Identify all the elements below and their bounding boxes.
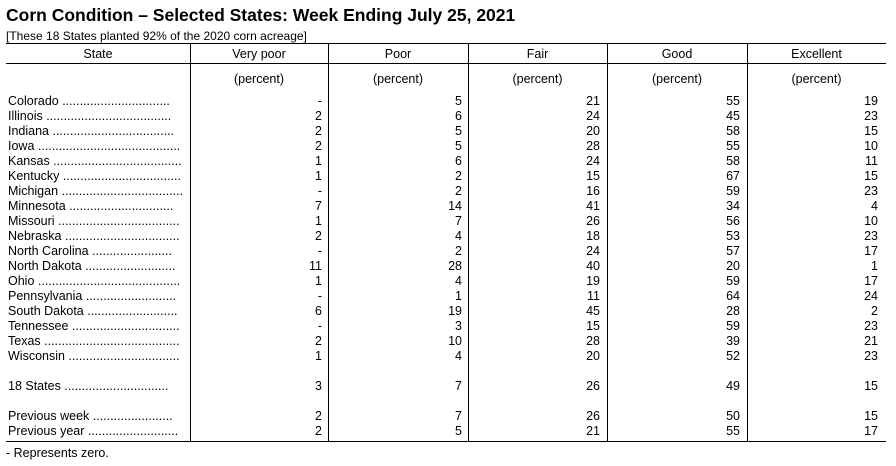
state-label: South Dakota .......................... — [8, 304, 178, 318]
cell-value: 26 — [586, 214, 600, 228]
table-row — [0, 274, 896, 289]
cell-value: - — [317, 94, 322, 108]
cell-value: 55 — [726, 424, 740, 438]
cell-value: 20 — [726, 259, 740, 273]
cell-value: 1 — [455, 289, 462, 303]
cell-value: 5 — [455, 139, 462, 153]
cell-value: 45 — [586, 304, 600, 318]
cell-value: 57 — [726, 244, 740, 258]
unit-poor: (percent) — [372, 72, 424, 86]
unit-excellent: (percent) — [791, 72, 842, 86]
cell-value: 7 — [455, 409, 462, 423]
cell-value: 55 — [726, 94, 740, 108]
cell-value: 2 — [871, 304, 878, 318]
cell-value: 18 — [586, 229, 600, 243]
bottom-rule — [6, 441, 886, 442]
cell-value: 52 — [726, 349, 740, 363]
state-label: Previous year .......................... — [8, 424, 179, 438]
state-label: Illinois .................................... — [8, 109, 172, 123]
cell-value: 3 — [315, 379, 322, 393]
state-label: Minnesota .............................. — [8, 199, 174, 213]
cell-value: 39 — [726, 334, 740, 348]
cell-value: 15 — [864, 124, 878, 138]
cell-value: 24 — [864, 289, 878, 303]
cell-value: 5 — [455, 94, 462, 108]
cell-value: 40 — [586, 259, 600, 273]
cell-value: 23 — [864, 229, 878, 243]
cell-value: 28 — [448, 259, 462, 273]
cell-value: 15 — [586, 319, 600, 333]
cell-value: 20 — [586, 124, 600, 138]
cell-value: 28 — [586, 334, 600, 348]
cell-value: 2 — [315, 409, 322, 423]
cell-value: 67 — [726, 169, 740, 183]
header-state: State — [83, 47, 113, 61]
cell-value: 34 — [726, 199, 740, 213]
state-label: Ohio ......................................... — [8, 274, 181, 288]
cell-value: 55 — [726, 139, 740, 153]
previous-year-row — [0, 424, 896, 439]
cell-value: 1 — [315, 349, 322, 363]
state-label: 18 States .............................. — [8, 379, 169, 393]
cell-value: 23 — [864, 349, 878, 363]
cell-value: 15 — [864, 409, 878, 423]
cell-value: 1 — [315, 154, 322, 168]
cell-value: 4 — [455, 349, 462, 363]
cell-value: 2 — [455, 169, 462, 183]
cell-value: 15 — [864, 169, 878, 183]
cell-value: 6 — [315, 304, 322, 318]
state-label: Missouri ................................... — [8, 214, 180, 228]
header-fair: Fair — [526, 47, 549, 61]
cell-value: 10 — [448, 334, 462, 348]
table-row — [0, 169, 896, 184]
header-very-poor: Very poor — [232, 47, 286, 61]
cell-value: 14 — [448, 199, 462, 213]
cell-value: 6 — [455, 154, 462, 168]
state-label: Michigan ................................... — [8, 184, 184, 198]
table-row — [0, 109, 896, 124]
cell-value: 7 — [315, 199, 322, 213]
cell-value: 21 — [586, 424, 600, 438]
table-row — [0, 184, 896, 199]
total-row — [0, 379, 896, 394]
cell-value: 19 — [864, 94, 878, 108]
cell-value: 11 — [865, 154, 878, 168]
cell-value: 7 — [455, 214, 462, 228]
cell-value: 21 — [864, 334, 878, 348]
top-rule — [6, 43, 886, 44]
cell-value: 26 — [586, 379, 600, 393]
state-label: Previous week ....................... — [8, 409, 173, 423]
unit-fair: (percent) — [512, 72, 563, 86]
table-row — [0, 289, 896, 304]
state-label: Colorado ............................... — [8, 94, 170, 108]
cell-value: - — [317, 244, 322, 258]
cell-value: 53 — [726, 229, 740, 243]
cell-value: 11 — [309, 259, 322, 273]
cell-value: 23 — [864, 109, 878, 123]
state-label: Nebraska ................................. — [8, 229, 180, 243]
cell-value: 2 — [315, 139, 322, 153]
cell-value: 59 — [726, 184, 740, 198]
cell-value: 17 — [864, 424, 878, 438]
table-row — [0, 259, 896, 274]
state-label: North Carolina ....................... — [8, 244, 172, 258]
table-row — [0, 349, 896, 364]
cell-value: 4 — [455, 274, 462, 288]
cell-value: 23 — [864, 319, 878, 333]
cell-value: 17 — [864, 244, 878, 258]
cell-value: 24 — [586, 154, 600, 168]
cell-value: 1 — [315, 214, 322, 228]
state-label: Tennessee ............................... — [8, 319, 180, 333]
cell-value: - — [317, 289, 322, 303]
cell-value: 19 — [586, 274, 600, 288]
cell-value: 1 — [315, 169, 322, 183]
cell-value: 19 — [448, 304, 462, 318]
cell-value: 20 — [586, 349, 600, 363]
cell-value: 21 — [586, 94, 600, 108]
state-label: Indiana ................................... — [8, 124, 175, 138]
cell-value: 10 — [864, 139, 878, 153]
state-label: Iowa ......................................... — [8, 139, 181, 153]
cell-value: 1 — [315, 274, 322, 288]
table-subtitle: [These 18 States planted 92% of the 2020 corn acreage] — [6, 29, 307, 43]
header-excellent: Excellent — [791, 47, 842, 61]
cell-value: 15 — [586, 169, 600, 183]
cell-value: 2 — [455, 244, 462, 258]
unit-good: (percent) — [651, 72, 703, 86]
cell-value: 7 — [455, 379, 462, 393]
table-row — [0, 124, 896, 139]
cell-value: 56 — [726, 214, 740, 228]
cell-value: 64 — [726, 289, 740, 303]
cell-value: 59 — [726, 274, 740, 288]
header-good: Good — [661, 47, 693, 61]
cell-value: 2 — [455, 184, 462, 198]
cell-value: 2 — [315, 424, 322, 438]
cell-value: 28 — [726, 304, 740, 318]
previous-week-row — [0, 409, 896, 424]
cell-value: 10 — [864, 214, 878, 228]
cell-value: 58 — [726, 124, 740, 138]
table-row — [0, 94, 896, 109]
cell-value: 5 — [455, 124, 462, 138]
cell-value: 3 — [455, 319, 462, 333]
state-label: Wisconsin ................................ — [8, 349, 180, 363]
cell-value: 41 — [586, 199, 600, 213]
cell-value: 2 — [315, 124, 322, 138]
table-row — [0, 199, 896, 214]
table-title: Corn Condition – Selected States: Week Ending July 25, 2021 — [6, 5, 516, 25]
cell-value: 26 — [586, 409, 600, 423]
cell-value: 2 — [315, 334, 322, 348]
cell-value: - — [317, 184, 322, 198]
cell-value: 49 — [726, 379, 740, 393]
unit-very-poor: (percent) — [233, 72, 285, 86]
table-row — [0, 334, 896, 349]
header-rule — [6, 63, 886, 64]
table-row — [0, 304, 896, 319]
cell-value: 58 — [726, 154, 740, 168]
state-label: North Dakota .......................... — [8, 259, 176, 273]
cell-value: 50 — [726, 409, 740, 423]
cell-value: 23 — [864, 184, 878, 198]
footnote: - Represents zero. — [6, 446, 109, 460]
cell-value: 6 — [455, 109, 462, 123]
state-label: Kansas ..................................... — [8, 154, 182, 168]
state-label: Kentucky .................................. — [8, 169, 181, 183]
cell-value: - — [317, 319, 322, 333]
cell-value: 59 — [726, 319, 740, 333]
cell-value: 28 — [586, 139, 600, 153]
cell-value: 11 — [587, 289, 600, 303]
cell-value: 4 — [455, 229, 462, 243]
header-poor: Poor — [384, 47, 412, 61]
table-row — [0, 154, 896, 169]
cell-value: 1 — [871, 259, 878, 273]
cell-value: 2 — [315, 229, 322, 243]
table-row — [0, 214, 896, 229]
cell-value: 45 — [726, 109, 740, 123]
state-label: Pennsylvania .......................... — [8, 289, 177, 303]
table-row — [0, 229, 896, 244]
cell-value: 2 — [315, 109, 322, 123]
table-row — [0, 319, 896, 334]
cell-value: 16 — [586, 184, 600, 198]
cell-value: 24 — [586, 244, 600, 258]
table-row — [0, 244, 896, 259]
cell-value: 4 — [871, 199, 878, 213]
cell-value: 5 — [455, 424, 462, 438]
cell-value: 24 — [586, 109, 600, 123]
table-row — [0, 139, 896, 154]
state-label: Texas ....................................... — [8, 334, 180, 348]
cell-value: 17 — [864, 274, 878, 288]
cell-value: 15 — [864, 379, 878, 393]
